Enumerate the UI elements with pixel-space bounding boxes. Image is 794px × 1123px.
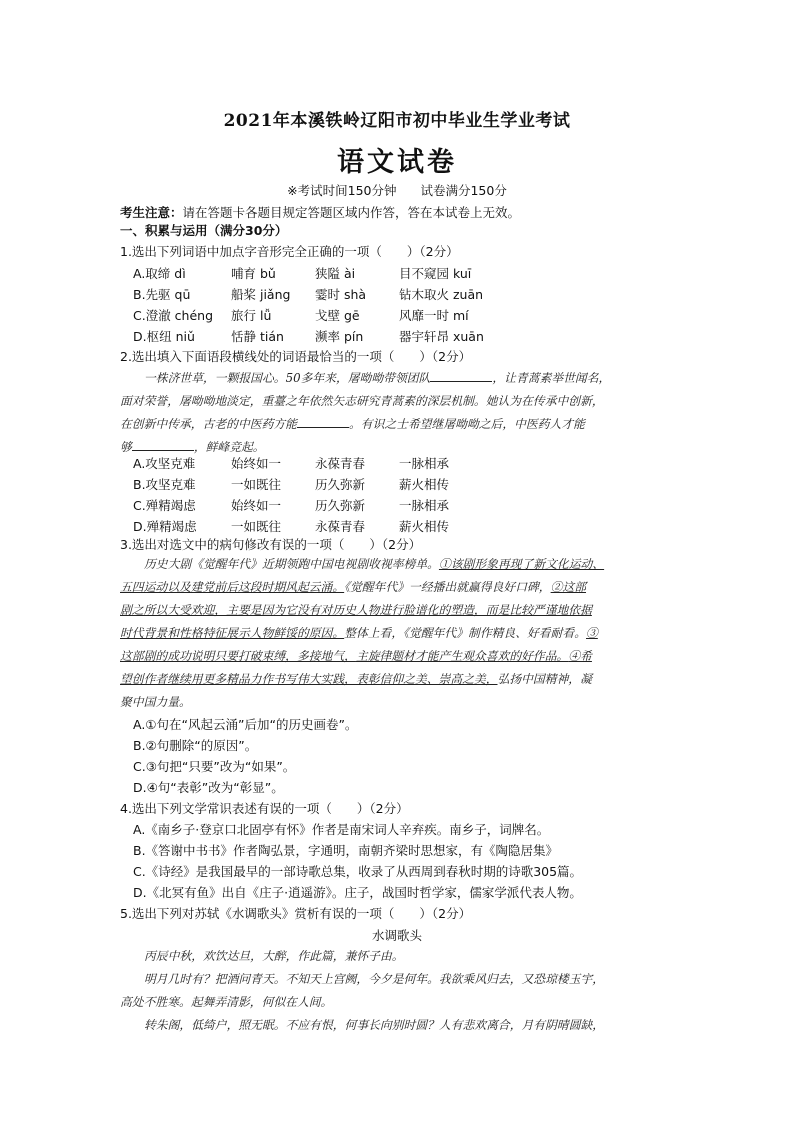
option-cell: 薪火相传 <box>399 477 450 492</box>
underlined-sentence: ①该剧形象再现了新文化运动、 <box>438 557 605 571</box>
passage-text: 聚中国力量。 <box>120 695 191 709</box>
option-cell: 历久弥新 <box>315 477 366 492</box>
q3-option-b: B.②句删除“的原因”。 <box>133 738 258 753</box>
passage-text: 整体上看，《觉醒年代》制作精良、好看耐看。 <box>344 626 586 640</box>
option-cell: D.枢纽 niǔ <box>133 329 195 344</box>
score-note: 试卷满分150分 <box>420 183 507 198</box>
underlined-sentence: ④希 <box>568 649 592 663</box>
option-cell: D.殚精竭虑 <box>133 519 197 534</box>
passage-text: 一株济世草，一颗报国心。50多年来，屠呦呦带领团队 <box>144 371 431 385</box>
option-cell: A.取缔 dì <box>133 266 186 281</box>
underlined-sentence: 望创作者继续用更多精品力作书写伟大实践，表彰信仰之美、崇高之美， <box>120 672 498 686</box>
option-cell: 风靡一时 mí <box>399 308 469 323</box>
time-note: ※考试时间150分钟 <box>287 183 397 198</box>
q3-passage <box>120 553 676 714</box>
option-cell: 永葆青春 <box>315 456 366 471</box>
exam-meta <box>0 181 794 199</box>
fill-blank <box>132 438 194 451</box>
q3-option-c: C.③句把“只要”改为“如果”。 <box>133 759 296 774</box>
underlined-sentence: ②这部 <box>550 580 587 594</box>
q3-option-d: D.④句“表彰”改为“彰显”。 <box>133 780 284 795</box>
subject-title: 语文试卷 <box>337 147 457 178</box>
underlined-sentence: 主旋律题材才能产生观众喜欢的好作品。 <box>355 649 569 663</box>
poem-title: 水调歌头 <box>371 928 422 943</box>
option-cell: A.攻坚克难 <box>133 456 196 471</box>
option-cell: 目不窥园 kuī <box>399 266 472 281</box>
passage-text: 在创新中传承，古老的中医药方能 <box>120 417 297 431</box>
underlined-sentence: 五四运动以及建党前后这段时期风起云涌。 <box>120 580 345 594</box>
option-cell: 一如既往 <box>231 519 282 534</box>
poem-line: 转朱阁，低绮户，照无眠。不应有恨，何事长向别时圆？人有悲欢离合，月有阴晴圆缺， <box>144 1018 605 1032</box>
exam-title: 2021年本溪铁岭辽阳市初中毕业生学业考试 <box>223 111 571 131</box>
passage-text: ，让青蒿素举世闻名， <box>492 371 611 385</box>
q4-option-c: C.《诗经》是我国最早的一部诗歌总集，收录了从西周到春秋时期的诗歌305篇。 <box>133 864 583 879</box>
option-cell: 哺育 bǔ <box>231 266 276 281</box>
option-cell: 旅行 lǚ <box>231 308 272 323</box>
option-cell: 狭隘 ài <box>315 266 356 281</box>
option-cell: 濒率 pín <box>315 329 364 344</box>
q4-option-a: A.《南乡子·登京口北固亭有怀》作者是南宋词人辛弃疾。南乡子，词牌名。 <box>133 822 550 837</box>
option-cell: 船桨 jiǎng <box>231 287 291 302</box>
option-cell: C.殚精竭虑 <box>133 498 196 513</box>
poem-preface: 丙辰中秋，欢饮达旦，大醉，作此篇，兼怀子由。 <box>144 949 404 963</box>
underlined-sentence: 剧之所以大受欢迎，主要是因为它没有对历史人物进行脸谱化的塑造，而是比较严谨地依据 <box>120 603 592 617</box>
poem-line: 高处不胜寒。起舞弄清影，何似在人间。 <box>120 995 333 1009</box>
q4-option-d: D.《北冥有鱼》出自《庄子·逍遥游》。庄子，战国时哲学家，儒家学派代表人物。 <box>133 885 582 900</box>
option-cell: 历久弥新 <box>315 498 366 513</box>
option-cell: 钻木取火 zuān <box>399 287 484 302</box>
underlined-sentence: 时代背景和性格特征展示人物鲜馁的原因。 <box>120 626 345 640</box>
q2-stem: 2.选出填入下面语段横线处的词语最恰当的一项（ ）（2分） <box>120 349 472 364</box>
fill-blank <box>297 415 349 428</box>
q3-option-a: A.①句在“风起云涌”后加“的历史画卷”。 <box>133 717 358 732</box>
notice-label: 考生注意： <box>120 205 183 220</box>
passage-text: 够 <box>120 440 132 454</box>
option-cell: 薪火相传 <box>399 519 450 534</box>
passage-text: 弘扬中国精神，凝 <box>497 672 592 686</box>
passage-text: 面对荣誉，屠呦呦地淡定，重薹之年依然矢志研究青蒿素的深层机制。她认为在传承中创新， <box>120 394 604 408</box>
option-cell: 霎时 shà <box>315 287 367 302</box>
option-cell: B.先驱 qū <box>133 287 191 302</box>
option-cell: 一脉相承 <box>399 498 450 513</box>
option-cell: C.澄澈 chéng <box>133 308 214 323</box>
poem-text <box>120 945 676 1037</box>
option-cell: 始终如一 <box>231 456 282 471</box>
passage-text: 《觉醒年代》一经播出就赢得良好口碑， <box>344 580 551 594</box>
q3-stem: 3.选出对选文中的病句修改有误的一项（ ）（2分） <box>120 537 422 552</box>
option-cell: 一脉相承 <box>399 456 450 471</box>
section-title: 一、积累与运用（满分30分） <box>120 223 288 238</box>
passage-text: ，鲜峰竞起。 <box>193 440 265 454</box>
option-cell: B.攻坚克难 <box>133 477 196 492</box>
q5-stem: 5.选出下列对苏轼《水调歌头》赏析有误的一项（ ）（2分） <box>120 906 472 921</box>
underlined-sentence: 这部剧的成功说明只要打破束缚，多接地气， <box>120 649 356 663</box>
option-cell: 永葆青春 <box>315 519 366 534</box>
q1-stem: 1.选出下列词语中加点字音形完全正确的一项（ ）（2分） <box>120 244 459 259</box>
q4-stem: 4.选出下列文学常识表述有误的一项（ ）（2分） <box>120 801 409 816</box>
poem-line: 明月几时有？把酒问青天。不知天上宫阙，今夕是何年。我欲乘风归去，又恐琼楼玉宇， <box>144 972 605 986</box>
option-cell: 一如既往 <box>231 477 282 492</box>
notice-line <box>120 204 520 222</box>
passage-text: 历史大剧《觉醒年代》近期领跑中国电视剧收视率榜单。 <box>144 557 439 571</box>
option-cell: 戈壁 gē <box>315 308 360 323</box>
notice-text: 请在答题卡各题目规定答题区域内作答，答在本试卷上无效。 <box>182 205 521 220</box>
underlined-sentence: ③ <box>586 626 598 640</box>
option-cell: 恬静 tián <box>231 329 284 344</box>
option-cell: 始终如一 <box>231 498 282 513</box>
q4-option-b: B.《答谢中书书》作者陶弘景，字通明，南朝齐梁时思想家，有《陶隐居集》 <box>133 843 559 858</box>
passage-text: 。有识之士希望继屠呦呦之后，中医药人才能 <box>348 417 585 431</box>
q2-passage <box>120 367 676 459</box>
fill-blank <box>430 369 492 382</box>
option-cell: 器宇轩昂 xuān <box>399 329 484 344</box>
